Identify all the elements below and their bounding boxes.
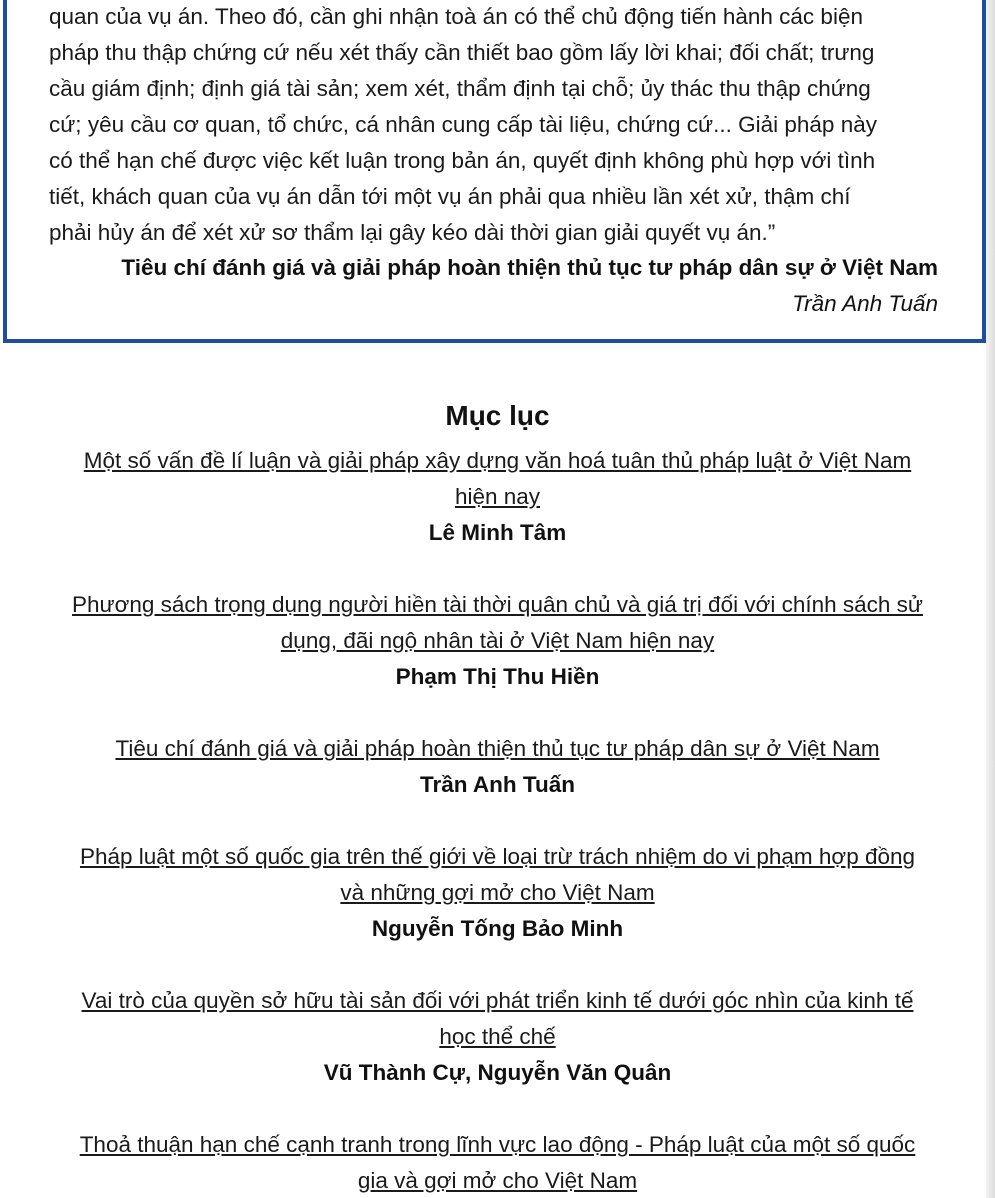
quote-line: pháp thu thập chứng cứ nếu xét thấy cần thiết bao gồm lấy lời khai; đối chất; trưng <box>49 40 875 65</box>
toc-author: Trần Anh Tuấn <box>420 772 575 797</box>
toc-entry <box>0 839 995 983</box>
toc-article-link[interactable] <box>0 839 995 911</box>
table-of-contents <box>0 395 995 1198</box>
toc-article-link[interactable] <box>0 983 995 1055</box>
toc-article-link[interactable] <box>0 1127 995 1198</box>
quote-source-author: Trần Anh Tuấn <box>792 291 938 316</box>
toc-link-line: Phương sách trọng dụng người hiền tài thời quân chủ và giá trị đối với chính sách sử <box>72 592 923 617</box>
quote-line: tiết, khách quan của vụ án dẫn tới một vụ án phải qua nhiều lần xét xử, thậm chí <box>49 184 851 209</box>
toc-entry <box>0 1127 995 1198</box>
quote-text <box>49 0 969 251</box>
toc-link-line: Vai trò của quyền sở hữu tài sản đối với phát triển kinh tế dưới góc nhìn của kinh tế <box>81 988 914 1013</box>
toc-author: Nguyễn Tống Bảo Minh <box>371 916 624 941</box>
toc-link-line: gia và gợi mở cho Việt Nam <box>357 1168 638 1193</box>
toc-link-line: hiện nay <box>454 484 541 509</box>
toc-entry <box>0 983 995 1127</box>
toc-link-line: Thoả thuận hạn chế cạnh tranh trong lĩnh vực lao động - Pháp luật của một số quốc <box>79 1132 916 1157</box>
toc-author: Lê Minh Tâm <box>428 520 567 545</box>
quote-source-title: Tiêu chí đánh giá và giải pháp hoàn thiện thủ tục tư pháp dân sự ở Việt Nam <box>121 255 938 280</box>
quote-line: quan của vụ án. Theo đó, cần ghi nhận toà án có thể chủ động tiến hành các biện <box>49 4 863 29</box>
toc-entry <box>0 443 995 587</box>
quote-box <box>3 0 986 343</box>
toc-article-link[interactable] <box>0 443 995 515</box>
toc-heading: Mục lục <box>445 400 550 431</box>
toc-article-link[interactable] <box>0 731 995 767</box>
toc-link-line: Tiêu chí đánh giá và giải pháp hoàn thiện thủ tục tư pháp dân sự ở Việt Nam <box>115 736 880 761</box>
scroll-edge-shadow <box>986 0 995 1198</box>
toc-author: Vũ Thành Cự, Nguyễn Văn Quân <box>323 1060 672 1085</box>
toc-entry <box>0 587 995 731</box>
toc-author: Phạm Thị Thu Hiền <box>395 664 600 689</box>
quote-line: có thể hạn chế được việc kết luận trong bản án, quyết định không phù hợp với tình <box>49 148 876 173</box>
toc-link-line: dụng, đãi ngộ nhân tài ở Việt Nam hiện nay <box>280 628 715 653</box>
quote-line: cứ; yêu cầu cơ quan, tổ chức, cá nhân cung cấp tài liệu, chứng cứ... Giải pháp này <box>49 112 877 137</box>
quote-line: phải hủy án để xét xử sơ thẩm lại gây kéo dài thời gian giải quyết vụ án.” <box>49 220 776 245</box>
toc-link-line: Pháp luật một số quốc gia trên thế giới về loại trừ trách nhiệm do vi phạm hợp đồng <box>79 844 916 869</box>
quote-line: cầu giám định; định giá tài sản; xem xét, thẩm định tại chỗ; ủy thác thu thập chứng <box>49 76 871 101</box>
toc-link-line: Một số vấn đề lí luận và giải pháp xây dựng văn hoá tuân thủ pháp luật ở Việt Nam <box>83 448 912 473</box>
toc-link-line: học thể chế <box>439 1024 556 1049</box>
toc-entry <box>0 731 995 839</box>
toc-link-line: và những gợi mở cho Việt Nam <box>340 880 655 905</box>
toc-article-link[interactable] <box>0 587 995 659</box>
